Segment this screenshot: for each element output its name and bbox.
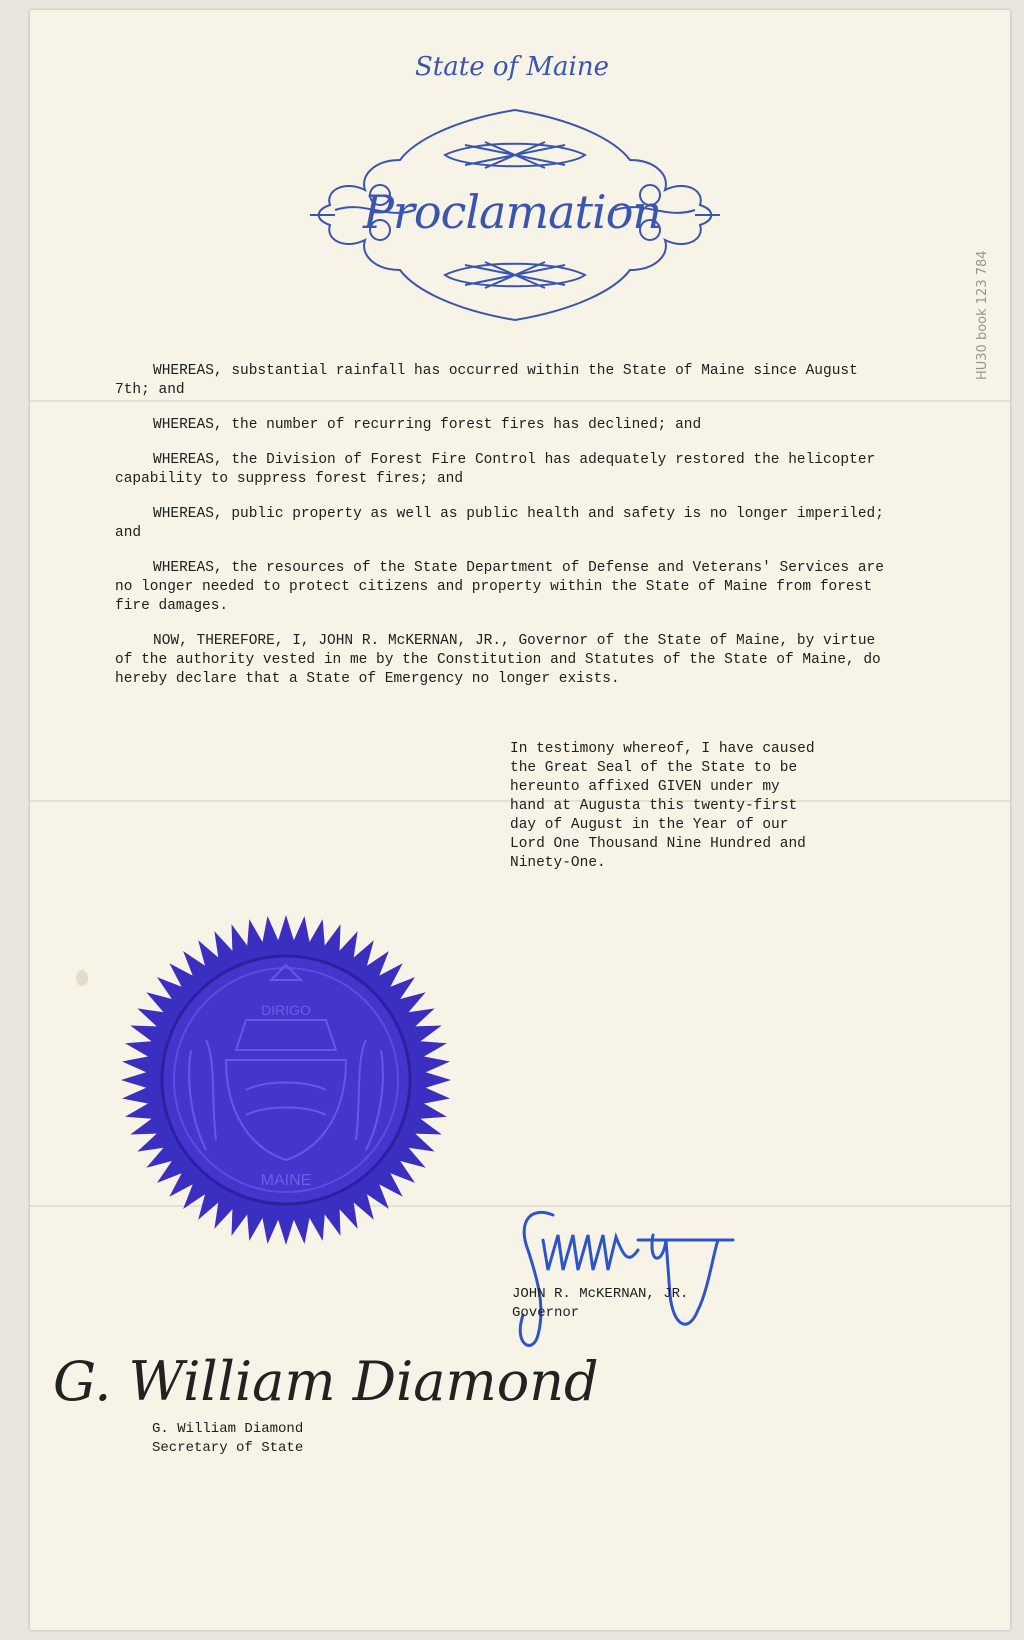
seal-inscription: MAINE — [260, 1172, 312, 1189]
whereas-helicopter: WHEREAS, the Division of Forest Fire Control has adequately restored the helicopter capability to suppress forest fires; and — [115, 452, 876, 487]
secretary-name: G. William Diamond — [152, 1421, 304, 1437]
great-seal-icon — [118, 912, 454, 1248]
governor-name: JOHN R. McKERNAN, JR. — [512, 1286, 689, 1302]
paper-stain — [76, 970, 88, 986]
governor-title: Governor — [512, 1305, 580, 1321]
now-therefore-declaration: NOW, THEREFORE, I, JOHN R. McKERNAN, JR., Governor of the State of Maine, by virtue of the authority vested in me by the Constitution and Statutes of the State of Maine, do hereby declare that a State of Emergency no longer exists. — [115, 633, 881, 687]
secretary-handwriting: G. William Diamond — [53, 1350, 599, 1413]
whereas-rainfall: WHEREAS, substantial rainfall has occurred within the State of Maine since August 7th; and — [115, 363, 858, 398]
secretary-signature-block — [152, 1420, 303, 1458]
proclamation-body — [115, 362, 895, 705]
secretary-signature — [48, 1325, 599, 1435]
testimony-clause: In testimony whereof, I have caused the Great Seal of the State to be hereunto affixed GIVEN under my hand at Augusta this twenty-first day of August in the Year of our Lord One Thousand Nine Hundred and Ninety-One. — [510, 741, 815, 871]
whereas-resources: WHEREAS, the resources of the State Department of Defense and Veterans' Services are no longer needed to protect citizens and property within the State of Maine from forest fire damages. — [115, 560, 884, 614]
whereas-public-safety: WHEREAS, public property as well as public health and safety is no longer imperiled; and — [115, 506, 884, 541]
state-name: State of Maine — [415, 52, 609, 82]
seal-motto: DIRIGO — [261, 1002, 311, 1018]
governor-signature-block — [512, 1285, 688, 1323]
document-title: Proclamation — [362, 185, 662, 239]
secretary-title: Secretary of State — [152, 1440, 304, 1456]
whereas-fires-declined: WHEREAS, the number of recurring forest fires has declined; and — [153, 417, 702, 433]
margin-annotation: HU30 book 123 784 — [975, 250, 990, 380]
governor-signature — [488, 1195, 778, 1355]
